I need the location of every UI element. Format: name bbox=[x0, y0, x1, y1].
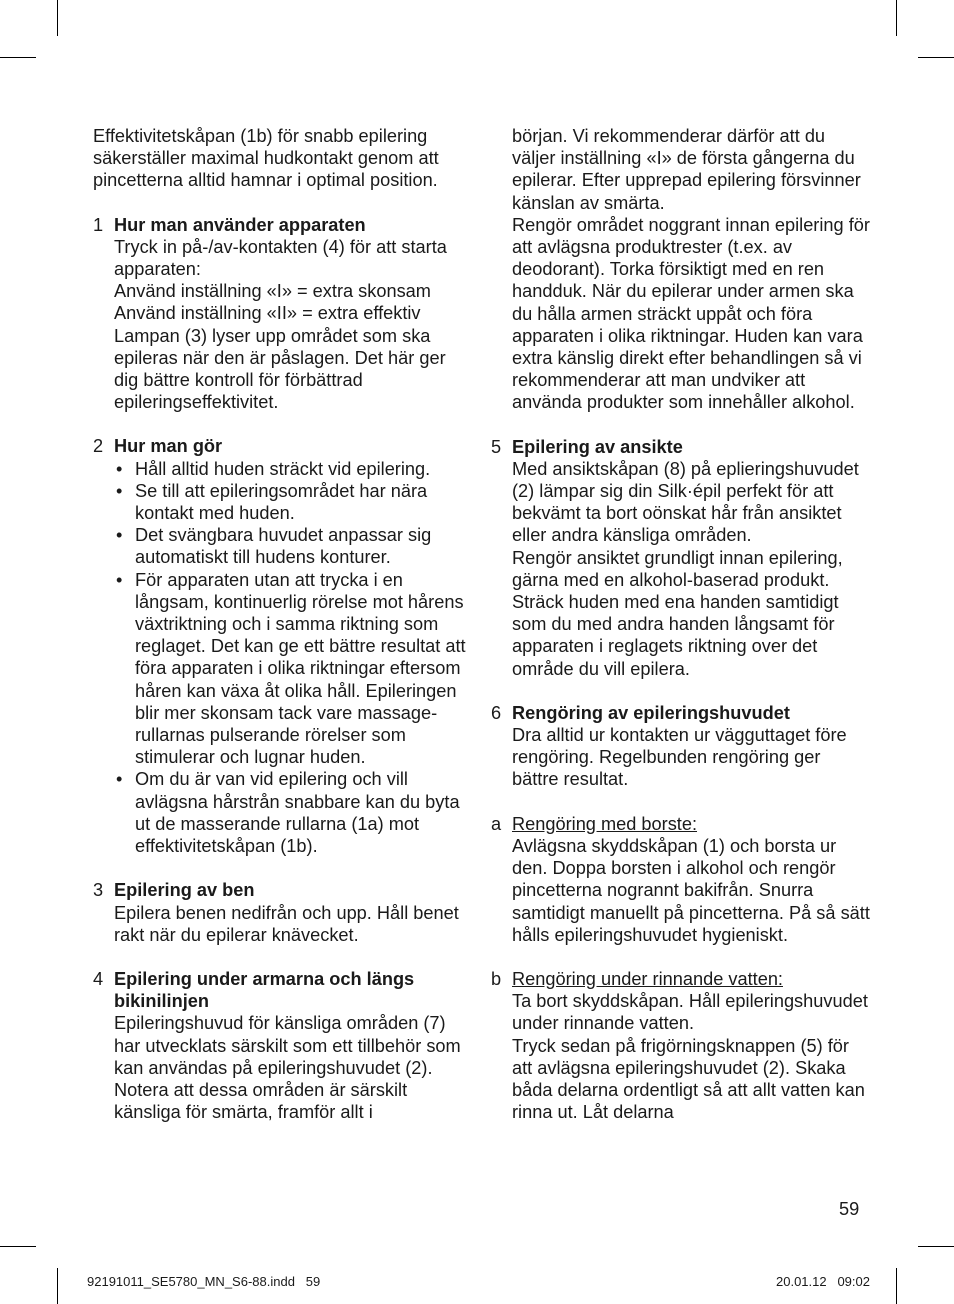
section-6 bbox=[491, 702, 871, 791]
footer-file: 92191011_SE5780_MN_S6-88.indd 59 bbox=[87, 1274, 321, 1289]
section-text: Dra alltid ur kontakten ur vägguttaget före rengöring. Regelbunden rengöring ger bättre resultat. bbox=[512, 725, 847, 790]
section-text: Rengör ansiktet grundligt innan epilering, gärna med en alkohol-baserad produkt. Sträck huden med ena handen samtidigt som du med andra handen långsamt för apparaten i reglagets riktning over det område du vill epilera. bbox=[512, 547, 843, 679]
crop-mark bbox=[0, 57, 36, 58]
section-title: Epilering under armarna och längs bikinilinjen bbox=[114, 968, 415, 1012]
section-number: 2 bbox=[93, 436, 104, 457]
section-4 bbox=[93, 968, 473, 1123]
section-subtitle: Rengöring med borste: bbox=[512, 813, 698, 834]
bullet-item: • Om du är van vid epilering och vill avlägsna hårstrån snabbare kan du byta ut de masserande rullarna (1a) mot effektivitetskåpan (1b). bbox=[114, 768, 473, 857]
bullet-item: • Det svängbara huvudet anpassar sig automatiskt till hudens konturer. bbox=[114, 524, 473, 568]
section-2 bbox=[93, 435, 473, 857]
section-text: Notera att dessa områden är särskilt känsliga för smärta, framför allt i bbox=[114, 1079, 408, 1123]
section-title: Epilering av ben bbox=[114, 880, 255, 901]
crop-mark bbox=[0, 1246, 36, 1247]
section-a bbox=[491, 813, 871, 946]
section-title: Rengöring av epileringshuvudet bbox=[512, 702, 790, 723]
section-text: Tryck sedan på frigörningsknappen (5) för att avlägsna epileringshuvudet (2). Skaka båda delarna ordentligt så att allt vatten kan rinna ut. Låt delarna bbox=[512, 1035, 865, 1123]
section-text: Avlägsna skyddskåpan (1) och borsta ur den. Doppa borsten i alkohol och rengör pincetterna nogrannt bakifrån. Snurra samtidigt manuellt på pincetterna. På så sätt hålls epileringshuvudet hygieniskt. bbox=[512, 835, 870, 945]
page-number: 59 bbox=[839, 1199, 860, 1219]
section-5 bbox=[491, 436, 871, 680]
section-text: Ta bort skyddskåpan. Håll epileringshuvudet under rinnande vatten. bbox=[512, 991, 868, 1034]
footer-date: 20.01.12 09:02 bbox=[776, 1274, 870, 1289]
bullet-list bbox=[114, 458, 473, 858]
crop-mark bbox=[918, 57, 954, 58]
section-number: 6 bbox=[491, 702, 502, 723]
section-text: Tryck in på-/av-kontakten (4) för att starta apparaten: bbox=[114, 236, 447, 280]
crop-mark bbox=[918, 1246, 954, 1247]
bullet-item: • För apparaten utan att trycka i en långsam, kontinuerlig rörelse mot hårens växtriktning och i samma riktning som reglaget. Det kan ge ett bättre resultat att föra apparaten i olika riktningar eftersom håren kan växa åt olika håll. Epileringen blir mer skonsam tack vare massagerullarnas pulserande rörelser som stimulerar och lugnar huden. bbox=[114, 569, 473, 769]
crop-mark bbox=[57, 0, 58, 36]
crop-mark bbox=[896, 1268, 897, 1304]
section-number: 5 bbox=[491, 436, 502, 457]
continuation-text: Rengör området noggrant innan epilering för att avlägsna produktrester (t.ex. av deodorant). Torka försiktigt med en ren handduk. När du epilerar under armen ska du hålla armen sträckt uppåt och föra apparaten i olika riktningar. Huden kan vara extra känslig direkt efter behandlingen så vi rekommenderar att man undviker att använda produkter som innehåller alkohol. bbox=[512, 214, 870, 413]
section-number: 1 bbox=[93, 214, 104, 235]
section-text: Lampan (3) lyser upp området som ska epileras när den är påslagen. Det här ger dig bättre kontroll för förbättrad epileringseffektivitet. bbox=[114, 325, 446, 413]
section-subtitle: Rengöring under rinnande vatten: bbox=[512, 968, 783, 989]
continuation-text: början. Vi rekommenderar därför att du väljer inställning «I» de första gångerna du epilerar. Efter upprepad epilering försvinner känslan av smärta. bbox=[512, 126, 861, 213]
section-text: Använd inställning «II» = extra effektiv bbox=[114, 303, 421, 324]
section-text: Epileringshuvud för känsliga områden (7) har utvecklats särskilt som ett tillbehör som kan användas på epileringshuvudet (2). bbox=[114, 1013, 461, 1078]
bullet-item: • Se till att epileringsområdet har nära kontakt med huden. bbox=[114, 480, 473, 524]
right-column bbox=[491, 125, 871, 1145]
intro-paragraph: Effektivitetskåpan (1b) för snabb epilering säkerställer maximal hudkontakt genom att pincetterna alltid hamnar i optimal position. bbox=[93, 126, 439, 191]
section-text: Epilera benen nedifrån och upp. Håll benet rakt när du epilerar knävecket. bbox=[114, 902, 459, 945]
section-title: Epilering av ansikte bbox=[512, 436, 683, 457]
section-title: Hur man använder apparaten bbox=[114, 214, 366, 235]
continuation-block bbox=[491, 125, 871, 414]
section-text: Med ansiktskåpan (8) på eplieringshuvudet (2) lämpar sig din Silk·épil perfekt för att bekvämt ta bort oönskat hår från ansiktet eller andra känsliga områden. bbox=[512, 458, 859, 546]
section-letter: a bbox=[491, 813, 502, 834]
section-text: Använd inställning «I» = extra skonsam bbox=[114, 281, 431, 302]
section-letter: b bbox=[491, 968, 502, 989]
section-3 bbox=[93, 879, 473, 946]
section-b bbox=[491, 968, 871, 1123]
section-number: 4 bbox=[93, 968, 104, 989]
section-1 bbox=[93, 214, 473, 414]
crop-mark bbox=[57, 1268, 58, 1304]
left-column bbox=[93, 125, 473, 1145]
crop-mark bbox=[896, 0, 897, 36]
section-number: 3 bbox=[93, 880, 104, 901]
bullet-item: • Håll alltid huden sträckt vid epilering. bbox=[114, 458, 473, 480]
section-title: Hur man gör bbox=[114, 436, 223, 457]
